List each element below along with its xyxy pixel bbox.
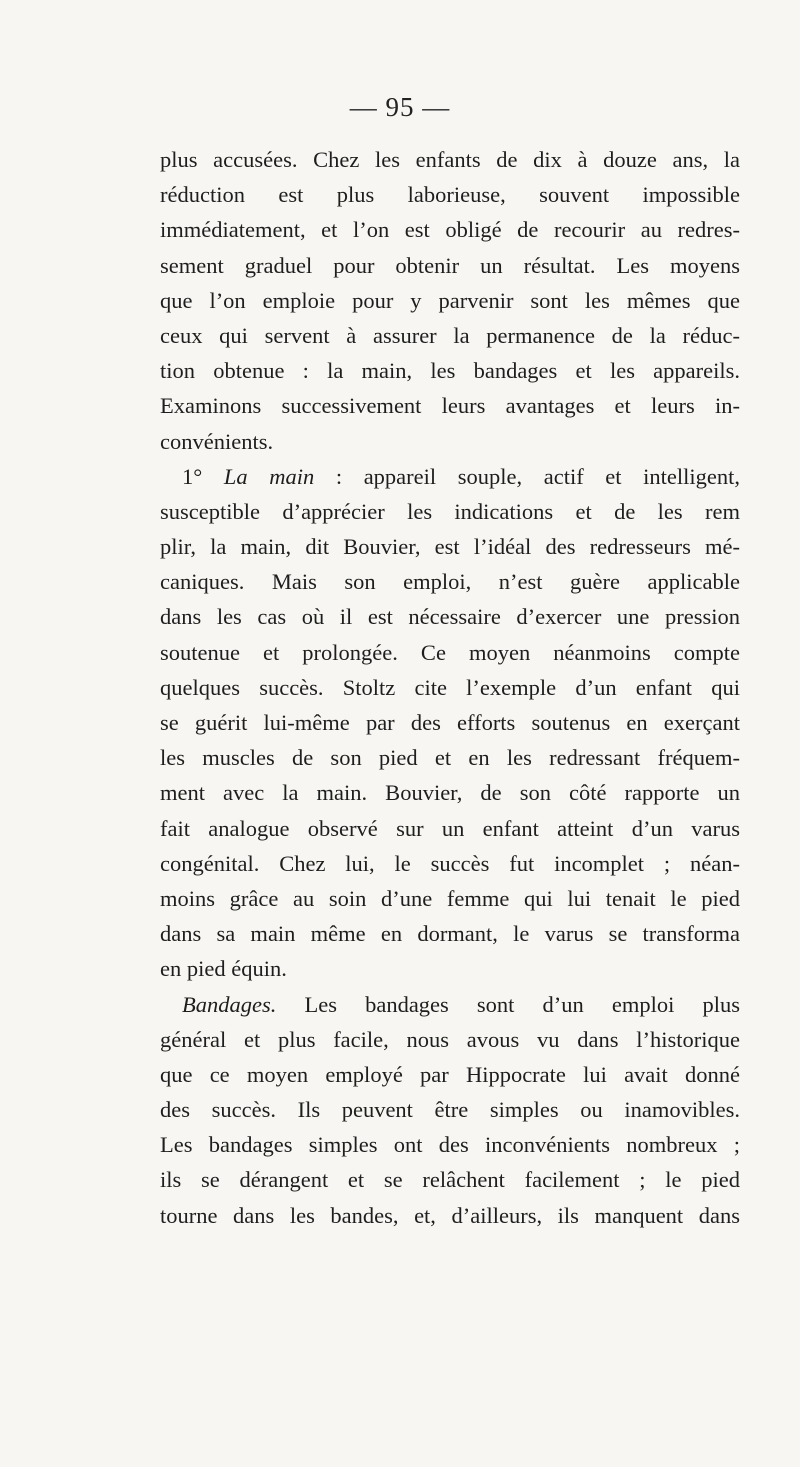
body-text [160,142,740,1233]
text-line: des succès. Ils peuvent être simples ou inamovibles. [160,1097,740,1123]
text-line: congénital. Chez lui, le succès fut incomplet ; néan- [160,850,740,876]
text-line: quelques succès. Stoltz cite l’exemple d’un enfant qui [160,674,740,700]
text-line [160,459,740,494]
text-line [160,987,740,1022]
list-marker: 1° [182,463,224,489]
text-line: ceux qui servent à assurer la permanence de la réduc- [160,322,740,348]
text-line: sement graduel pour obtenir un résultat. Les moyens [160,252,740,278]
text-line: que ce moyen employé par Hippocrate lui avait donné [160,1061,740,1087]
text-line: se guérit lui-même par des efforts soutenus en exerçant [160,710,740,735]
page-number: — 95 — [349,92,451,122]
text-line: plir, la main, dit Bouvier, est l’idéal des redresseurs mé- [160,534,740,560]
text-line: moins grâce au soin d’une femme qui lui tenait le pied [160,885,740,911]
text-line: que l’on emploie pour y parvenir sont les mêmes que [160,287,740,313]
text-line: susceptible d’apprécier les indications et de les rem [160,498,740,524]
text-line: tourne dans les bandes, et, d’ailleurs, ils manquent dans [160,1202,740,1228]
text-line: plus accusées. Chez les enfants de dix à douze ans, la [160,147,740,172]
text-line: ils se dérangent et se relâchent facilement ; le pied [160,1167,740,1193]
text-run: : appareil souple, actif et intelligent, [314,463,741,489]
section-heading-main: La main [223,463,315,489]
text-line: Examinons successivement leurs avantages et leurs in- [160,393,740,419]
text-line: fait analogue observé sur un enfant atteint d’un varus [160,815,740,841]
text-line: ment avec la main. Bouvier, de son côté rapporte un [160,780,740,806]
text-line: caniques. Mais son emploi, n’est guère applicable [160,569,740,595]
text-line: immédiatement, et l’on est obligé de recourir au redres- [160,217,740,243]
section-heading-bandages: Bandages. [182,991,277,1017]
text-line: Les bandages simples ont des inconvénients nombreux ; [160,1132,740,1158]
text-run: Les bandages sont d’un emploi plus [276,991,740,1017]
text-line: tion obtenue : la main, les bandages et les appareils. [160,358,740,384]
text-line: général et plus facile, nous avous vu dans l’historique [160,1026,740,1052]
text-line: dans les cas où il est nécessaire d’exercer une pression [160,604,740,630]
text-line: en pied équin. [160,956,287,982]
text-line: dans sa main même en dormant, le varus se transforma [160,921,740,947]
text-line: réduction est plus laborieuse, souvent impossible [160,182,740,208]
text-line: convénients. [160,428,274,454]
text-line: les muscles de son pied et en les redressant fréquem- [160,745,740,771]
text-line: soutenue et prolongée. Ce moyen néanmoins compte [160,639,740,665]
